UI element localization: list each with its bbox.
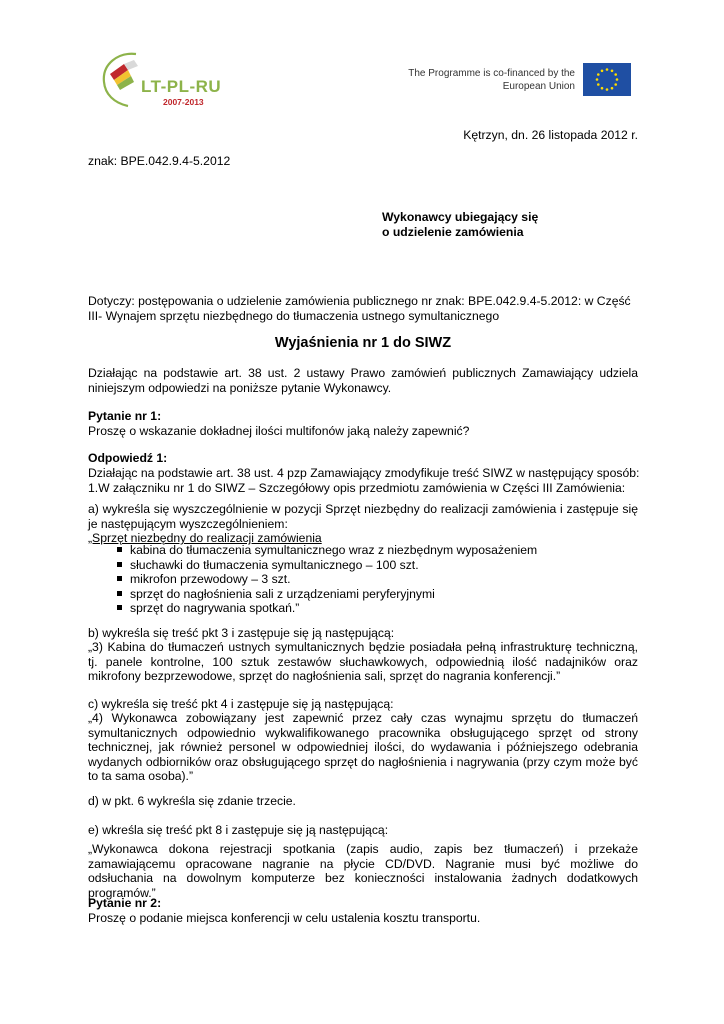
list-item: kabina do tłumaczenia symultanicznego wraz z niezbędnym wyposażeniem — [88, 543, 628, 558]
eu-flag — [583, 63, 631, 96]
subject-line-2: III- Wynajem sprzętu niezbędnego do tłumaczenia ustnego symultanicznego — [88, 309, 500, 323]
place-date: Kętrzyn, dn. 26 listopada 2012 r. — [463, 128, 638, 142]
point-b-label: b) wykreśla się treść pkt 3 i zastępuje się ją następującą: — [88, 626, 395, 640]
point-a-text: a) wykreśla się wyszczególnienie w pozycji Sprzęt niezbędny do realizacji zamówienia i zastępuje się je następującym wyszczególnieniem: — [88, 502, 638, 531]
answer-1-label: Odpowiedź 1: — [88, 451, 168, 465]
question-2-label: Pytanie nr 2: — [88, 896, 162, 910]
point-b-text: „3) Kabina do tłumaczeń ustnych symultanicznych będzie posiadała pełną infrastrukturę techniczną, tj. panele kontrolne, 100 sztuk zestawów słuchawkowych, odpowiednią ilość nadajników oraz mikrofony bezprzewodowe, sprzęt do nagłośnienia sali, sprzęt do nagrania konferencji.” — [88, 640, 638, 684]
point-e-text: „Wykonawca dokona rejestracji spotkania (zapis audio, zapis bez tłumaczeń) i przekaże zamawiającemu opracowane nagranie na płycie CD/DVD. Nagranie musi być możliwe do odsłuchania na dowolnym komputerze bez konieczności instalowania żadnych dodatkowych programów.” — [88, 842, 638, 900]
list-item: sprzęt do nagrywania spotkań.” — [88, 601, 628, 616]
question-2-text: Proszę o podanie miejsca konferencji w celu ustalenia kosztu transportu. — [88, 911, 481, 925]
list-item: mikrofon przewodowy – 3 szt. — [88, 572, 628, 587]
page-title: Wyjaśnienia nr 1 do SIWZ — [274, 335, 452, 351]
list-item: słuchawki do tłumaczenia symultanicznego – 100 szt. — [88, 558, 628, 573]
intro-paragraph: Działając na podstawie art. 38 ust. 2 ustawy Prawo zamówień publicznych Zamawiający udziela niniejszym odpowiedzi na poniższe pytanie Wykonawcy. — [88, 366, 638, 395]
logo-name: LT-PL-RU — [141, 77, 222, 96]
subject-line-1: Dotyczy: postępowania o udzielenie zamówienia publicznego nr znak: BPE.042.9.4-5.2012: w Część — [88, 294, 631, 308]
cofinance-line-1: The Programme is co-financed by the — [408, 68, 575, 79]
point-d-text: d) w pkt. 6 wykreśla się zdanie trzecie. — [88, 794, 296, 808]
reference-number: znak: BPE.042.9.4-5.2012 — [88, 154, 231, 168]
addressee-line-1: Wykonawcy ubiegający się — [382, 210, 539, 224]
point-e-label: e) wkreśla się treść pkt 8 i zastępuje się ją następującą: — [88, 823, 389, 837]
equipment-list — [88, 543, 628, 616]
point-a-list-title: „Sprzęt niezbędny do realizacji zamówienia — [88, 531, 322, 545]
answer-1-line-1: Działając na podstawie art. 38 ust. 4 pzp Zamawiający zmodyfikuje treść SIWZ w następujący sposób: — [88, 466, 640, 480]
list-item: sprzęt do nagłośnienia sali z urządzeniami peryferyjnymi — [88, 587, 628, 602]
addressee-line-2: o udzielenie zamówienia — [382, 225, 524, 239]
logo-years: 2007-2013 — [163, 97, 204, 107]
question-1-label: Pytanie nr 1: — [88, 409, 162, 423]
cofinance-line-2: European Union — [502, 81, 575, 92]
question-1-text: Proszę o wskazanie dokładnej ilości multifonów jaką należy zapewnić? — [88, 424, 470, 438]
answer-1-line-2: 1.W załączniku nr 1 do SIWZ – Szczegółowy opis przedmiotu zamówienia w Części III Zamówienia: — [88, 481, 626, 495]
point-c-text: „4) Wykonawca zobowiązany jest zapewnić przez cały czas wynajmu sprzętu do tłumaczeń symultanicznych odpowiednio wykwalifikowanego pracownika obsługującego sprzęt od strony technicznej, jak również personel w odpowiedniej ilości, do wydawania i późniejszego odebrania wydanych odbiorników oraz obsługującego sprzęt do nagłośnienia i nagrywania (przy czym może być to ta sama osoba).” — [88, 711, 638, 784]
point-c-label: c) wykreśla się treść pkt 4 i zastępuje się ją następującą: — [88, 697, 394, 711]
eu-flag-icon — [583, 63, 631, 96]
